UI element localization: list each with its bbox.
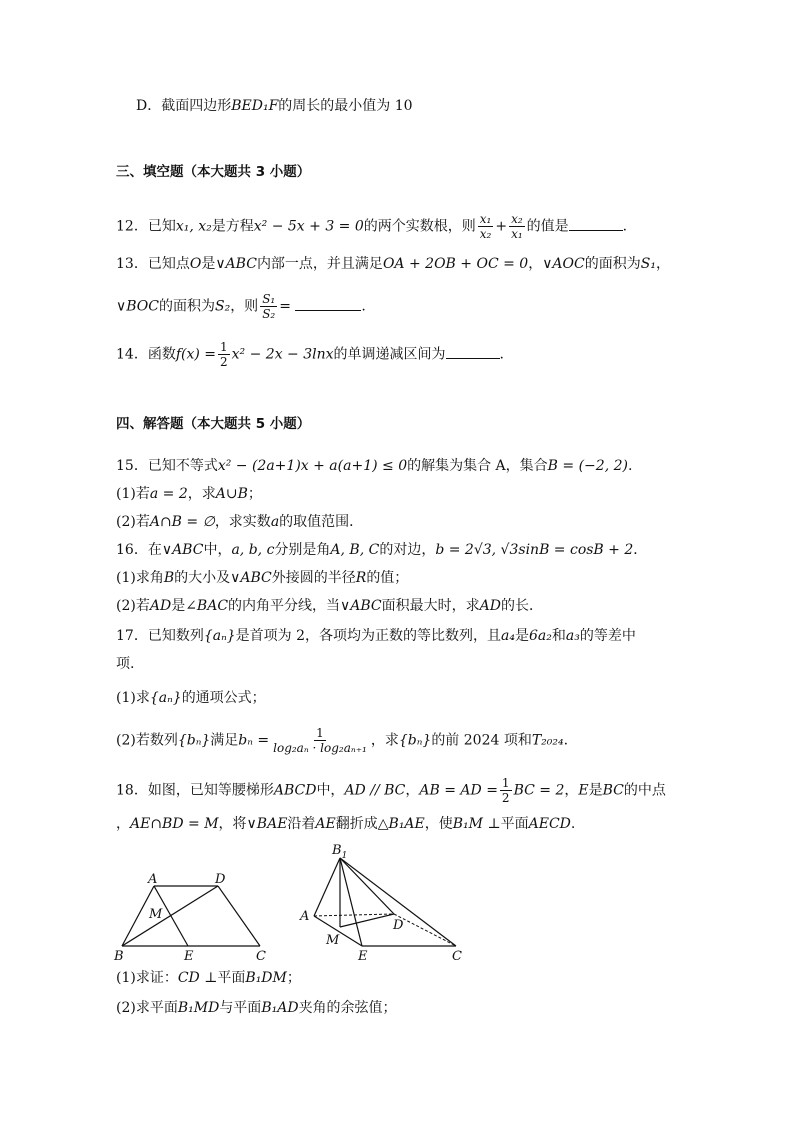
q12-text-c: 是方程 [211,218,254,235]
q12-text-e: 的两个实数根，则 [363,218,476,235]
q16-1-text-c: 外接圆的半径 [271,570,356,586]
q14-period: . [499,346,504,363]
q17-2-sequence-b: {bₙ} [177,732,211,749]
q17-text-e: 的等差中 [579,628,636,644]
q16-triangle: ∨ABC [161,542,204,558]
q15-period: . [627,458,633,474]
q13-text-c: 是 [201,256,216,272]
q17-a3: a₃ [565,628,580,644]
q18-l2-plane: AECD [528,816,571,832]
q18-l2-text-e: ，使 [424,816,453,832]
q17-2-fraction [271,726,369,755]
q13-s1: S₁ [640,256,656,272]
label-a: A [300,909,310,924]
q18-2-text-b: 与平面 [219,1000,262,1016]
q18-l2-comma: ， [116,816,130,832]
q16-1-text-a: (1)求角 [116,570,164,586]
q16-text-a: 16．在 [116,542,162,558]
q18-l2-perp: B₁M ⊥ [452,816,501,832]
question-15-part1 [116,484,262,504]
q18-l2-text-b: ，将 [218,816,247,832]
q14-half-den: 2 [220,355,228,369]
q18-text-e: 是 [588,782,603,799]
q15-inequality: x² − (2a+1)x + a(a+1) ≤ 0 [217,458,408,474]
question-12 [116,212,627,241]
q12-text-i: 的值是 [526,218,569,235]
question-16-part1 [116,568,408,588]
q18-l2-text-f: 平面 [500,816,529,832]
q17-2-bn: bₙ = [238,732,270,749]
q18-l2-ae: AE [315,816,336,832]
q18-bc2: BC [602,782,624,799]
option-d-math: BED₁F [231,98,279,114]
q12-equation: x² − 5x + 3 = 0 [253,218,364,235]
q15-1-union: A∪B [215,486,248,502]
q16-angles: A, B, C [330,542,380,558]
q13-text-area: 的面积为 [158,298,215,315]
q16-1-triangle: ∨ABC [230,570,272,586]
q12-text-a: 12．已知 [116,218,176,235]
q15-2-text-b: ，求实数 [214,514,271,530]
q17-2-text-d: 的前 2024 项和 [431,732,532,749]
label-d: D [215,872,226,887]
q18-l2-intersection: AE∩BD = M [130,816,219,832]
edge-b1d [340,858,394,914]
q17-a4: a₄ [501,628,515,644]
q16-text-b: 中， [203,542,232,558]
q15-2-text-c: 的取值范围． [279,514,364,530]
q12-math-roots: x₁, x₂ [175,218,212,235]
q16-condition: b = 2√3, √3sinB = cosB + 2 [435,542,634,558]
q18-parallel: AD // BC [344,782,406,799]
label-m: M [149,907,163,922]
label-c: C [452,949,462,964]
q18-half-den: 2 [501,791,510,805]
q15-2-text-a: (2)若 [116,514,150,530]
label-d: D [393,918,404,933]
q16-2-ad-length: AD [479,598,501,614]
q17-1-text-b: 的通项公式； [181,690,266,706]
question-18-line2 [116,814,575,834]
q16-2-text-c: 的内角平分线，当 [228,598,341,614]
q12-frac2-num: x₂ [511,212,523,226]
q16-1-angle-b: B [163,570,175,586]
q15-1-semicolon: ； [247,486,262,502]
question-15 [116,456,632,476]
q16-2-ad: AD [149,598,172,614]
q16-text-d: 的对边， [379,542,436,558]
q17-2-text-b: 满足 [210,732,239,749]
question-17-line2: 项. [116,656,135,672]
q18-lengths: AB = AD = [419,782,498,799]
q18-1-perp: CD ⊥ [177,970,218,986]
q17-1-sequence: {aₙ} [149,690,182,706]
q12-plus: + [495,218,508,235]
q12-frac-1 [478,212,494,241]
q18-2-plane1: B₁MD [177,1000,220,1016]
q13-comma: ， [528,256,543,272]
q15-text-b: 的解集为集合 A，集合 [407,458,548,474]
q13-triangle-boc: ∨BOC [116,298,159,315]
q18-comma: ， [405,782,420,799]
q17-text-b: 是首项为 2，各项均为正数的等比数列，且 [235,628,502,644]
q17-6a2: 6a₂ [529,628,552,644]
question-18 [116,776,666,805]
q13-answer-blank[interactable] [295,296,361,311]
q17-2-t2024: T₂₀₂₄ [531,732,564,749]
q16-1-radius: R [355,570,367,586]
q12-frac1-num: x₁ [479,212,492,226]
q15-2-math-a: a [270,514,280,530]
q16-1-text-d: 的值； [366,570,409,586]
q18-1-plane: B₁DM [245,970,287,986]
q18-half-num: 1 [501,776,510,790]
label-b: B [114,949,124,964]
q16-text-c: 分别是角 [274,542,331,558]
q13-triangle-aoc: ∨AOC [542,256,585,272]
question-14 [116,340,504,369]
q16-2-text-a: (2)若 [116,598,150,614]
q18-half [500,776,512,805]
q17-2-frac-num: 1 [316,726,324,740]
q16-sides: a, b, c [231,542,275,558]
q14-expression: x² − 2x − 3lnx [231,346,334,363]
label-a: A [148,872,158,887]
question-15-part2 [116,512,363,532]
segment-bd [122,886,218,946]
q18-l2-triangle-b1: △B₁AE [377,816,425,832]
q14-answer-blank[interactable] [446,344,500,359]
q12-frac1-den: x₂ [479,227,492,241]
edge-b1a [314,858,340,916]
q13-ratio-num: S₁ [262,292,276,306]
q15-1-text-a: (1)若 [116,486,150,502]
q17-2-sequence-b2: {bₙ} [398,732,432,749]
q13-equals: = [279,298,291,315]
q16-period: ． [633,542,648,558]
q16-2-text-b: 是 [171,598,186,614]
q12-frac-2 [509,212,525,241]
q13-text-a: 13．已知点 [116,256,190,272]
q18-text-a: 18．如图，已知等腰梯形 [116,782,274,799]
q14-text-a: 14．函数 [116,346,176,363]
question-16 [116,540,647,560]
label-b1-sub: 1 [341,851,348,861]
q13-point-o: O [189,256,202,272]
label-b1 [331,843,347,861]
section-4-heading: 四、解答题（本大题共 5 小题） [116,416,311,432]
q17-2-text-a: (2)若数列 [116,732,178,749]
q18-text-f: 的中点 [623,782,666,799]
q14-half-num: 1 [220,340,228,354]
q18-l2-period: . [570,816,576,832]
q18-1-text-a: (1)求证： [116,970,178,986]
q15-1-math-a: a = 2 [149,486,188,502]
q18-2-plane2: B₁AD [261,1000,299,1016]
option-d [136,96,413,116]
question-16-part2 [116,596,543,616]
label-b1-letter: B [332,843,342,858]
q17-sequence-a: {aₙ} [203,628,236,644]
question-17-part1 [116,688,266,708]
q13-triangle: ∨ABC [215,256,257,272]
label-e: E [358,949,368,964]
edge-dc [218,886,260,946]
q15-set-b: B = (−2, 2) [547,458,628,474]
q15-1-text-b: ，求 [187,486,216,502]
q13-text-h: 的面积为 [584,256,641,272]
q17-2-text-c: ，求 [370,732,399,749]
question-17-part2 [116,726,568,755]
q18-l2-triangle: ∨BAE [246,816,288,832]
segment-md [340,914,394,927]
q17-text-d: 和 [551,628,566,644]
q16-2-triangle: ∨ABC [340,598,382,614]
q18-l2-text-c: 沿着 [287,816,316,832]
q18-1-semicolon: ； [286,970,301,986]
label-c: C [256,949,266,964]
q13-s2: S₂ [214,298,231,315]
q12-frac2-den: x₁ [511,227,523,241]
label-e: E [184,949,194,964]
q12-answer-blank[interactable] [569,216,623,231]
q12-period: . [622,218,628,235]
q18-2-text-c: 夹角的余弦值； [298,1000,397,1016]
section-3-heading: 三、填空题（本大题共 3 小题） [116,164,311,180]
question-13-line2 [116,292,366,321]
question-13 [116,254,670,274]
q18-comma2: ， [564,782,579,799]
q17-text-c: 是 [515,628,529,644]
option-d-label: D．截面四边形 [136,98,232,114]
q16-2-text-d: 面积最大时，求 [381,598,480,614]
q17-1-text-a: (1)求 [116,690,150,706]
q18-abcd: ABCD [273,782,317,799]
q17-2-period: . [563,732,569,749]
q14-text-c: 的单调递减区间为 [333,346,446,363]
q17-text-a: 17．已知数列 [116,628,204,644]
question-18-part2 [116,998,397,1018]
q18-1-text-b: 平面 [217,970,246,986]
option-d-text: 的周长的最小值为 10 [278,98,413,114]
q13-period: . [361,298,366,315]
q15-2-intersection: A∩B = ∅ [149,514,215,530]
q14-half [218,340,230,369]
q18-2-text-a: (2)求平面 [116,1000,178,1016]
folded-solid-figure [292,838,472,966]
q13-comma2: ， [655,256,670,272]
label-m: M [326,933,340,948]
q16-1-text-b: 的大小及 [174,570,231,586]
q13-ratio [260,292,277,321]
q16-2-angle: ∠BAC [185,598,229,614]
q13-text-e: 内部一点，并且满足 [256,256,383,272]
trapezoid-figure [108,866,278,966]
question-17 [116,626,636,646]
q13-ratio-den: S₂ [262,307,276,321]
q15-text-a: 15．已知不等式 [116,458,218,474]
q14-func: f(x) = [175,346,217,363]
edge-b1e [340,858,362,946]
q18-e: E [578,782,589,799]
q18-l2-text-d: 翻折成 [335,816,378,832]
q17-2-frac-den: log₂aₙ · log₂aₙ₊₁ [273,741,367,755]
q13-vector-equation: OA + 2OB + OC = 0 [382,256,529,272]
q18-text-b: 中， [316,782,345,799]
question-18-part1 [116,968,301,988]
q16-2-text-e: 的长． [501,598,543,614]
q13-text-then: ，则 [230,298,259,315]
q18-bc: BC = 2 [513,782,565,799]
